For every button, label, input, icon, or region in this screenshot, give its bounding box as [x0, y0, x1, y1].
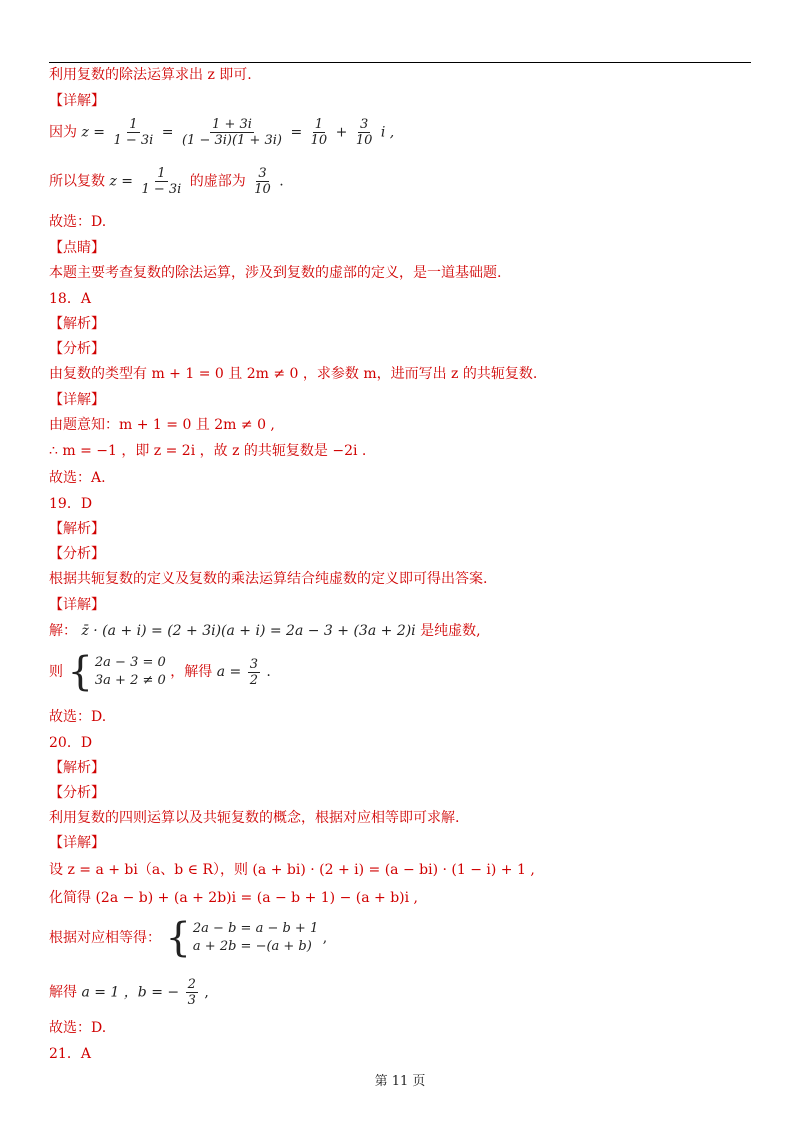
math-op: = [161, 124, 174, 141]
math-expression: z̄ · (a + i) = (2 + 3i)(a + i) = 2a − 3 + (3a + 2)i [81, 623, 416, 639]
fraction: $\frac{3}{10}$ [254, 166, 271, 197]
fraction: $\frac{2}{3}$ [187, 977, 196, 1008]
fraction: $\frac{1}{1 - 3i}$ [113, 117, 154, 148]
text-line: 利用复数的四则运算以及共轭复数的概念，根据对应相等即可求解. [49, 810, 460, 826]
system-row: a + 2b = −(a + b) [192, 939, 312, 954]
question-number: 19．D [49, 496, 93, 512]
math-var: a = 1 [81, 984, 120, 1001]
equation-system [165, 915, 319, 961]
question-number: 18．A [49, 291, 91, 307]
math-op: = [290, 124, 303, 141]
question-number: 20．D [49, 735, 93, 751]
section-label: 【解析】 [49, 316, 105, 332]
math-op: + [335, 124, 348, 141]
text-line: 化简得 (2a − b) + (a + 2b)i = (a − b + 1) − (a + b)i , [49, 890, 419, 906]
text-prefix: 根据对应相等得： [49, 930, 161, 946]
text-tail: , [204, 984, 209, 1001]
equation-line [49, 117, 394, 148]
header-rule [49, 62, 751, 63]
text-prefix: 因为 [49, 124, 77, 141]
system-row: 3a + 2 ≠ 0 [94, 673, 166, 688]
equation-line [49, 977, 209, 1008]
page-footer: 第 11 页 [374, 1074, 426, 1089]
fraction: $\frac{1 + 3i}{(1 - 3i)(1 + 3i)}$ [181, 117, 282, 148]
text-tail: . [266, 664, 271, 680]
equation-line [49, 166, 284, 197]
brace-icon: { [67, 649, 93, 695]
section-label: 【解析】 [49, 521, 105, 537]
equation-system [67, 649, 166, 695]
answer-line: 故选：D. [49, 709, 107, 725]
text-mid: 的虚部为 [189, 173, 246, 190]
equation-line [49, 622, 481, 640]
text-tail: 是纯虚数, [420, 623, 481, 639]
text-prefix: 解得 [49, 984, 77, 1001]
answer-line: 故选：A. [49, 470, 106, 486]
math-var: z = [109, 173, 134, 190]
text-line: ∴ m = −1 ，即 z = 2i ，故 z 的共轭复数是 −2i . [49, 443, 367, 459]
text-line: 利用复数的除法运算求出 z 即可. [49, 67, 252, 83]
text-tail: , [322, 930, 328, 946]
math-tail: i , [380, 124, 395, 141]
text-line: 根据共轭复数的定义及复数的乘法运算结合纯虚数的定义即可得出答案. [49, 571, 488, 587]
section-label: 【分析】 [49, 785, 105, 801]
math-var: ，b = − [123, 984, 180, 1001]
section-label: 【分析】 [49, 546, 105, 562]
fraction: $\frac{1}{1 - 3i}$ [141, 166, 182, 197]
equation-line [49, 649, 271, 695]
text-prefix: 解： [49, 623, 77, 639]
text-line: 由题意知：m + 1 = 0 且 2m ≠ 0 , [49, 417, 275, 433]
system-row: 2a − b = a − b + 1 [192, 921, 319, 936]
text-prefix: 则 [49, 664, 63, 680]
brace-icon: { [165, 915, 191, 961]
fraction: $\frac{3}{10}$ [355, 117, 373, 148]
question-number: 21．A [49, 1046, 91, 1062]
fraction: $\frac{1}{10}$ [310, 117, 328, 148]
section-label: 【详解】 [49, 597, 105, 613]
section-label: 【详解】 [49, 392, 105, 408]
section-label: 【详解】 [49, 835, 105, 851]
text-line: 设 z = a + bi（a、b ∈ R），则 (a + bi) · (2 + i) = (a − bi) · (1 − i) + 1 , [49, 862, 535, 878]
section-label: 【详解】 [49, 93, 105, 109]
equation-line [49, 915, 328, 961]
text-line: 本题主要考查复数的除法运算，涉及到复数的虚部的定义，是一道基础题. [49, 265, 502, 281]
math-var: z = [81, 124, 106, 141]
text-line: 由复数的类型有 m + 1 = 0 且 2m ≠ 0 ，求参数 m，进而写出 z 的共轭复数. [49, 366, 538, 382]
answer-line: 故选：D. [49, 214, 107, 230]
system-row: 2a − 3 = 0 [94, 655, 166, 670]
answer-line: 故选：D. [49, 1020, 107, 1036]
section-label: 【分析】 [49, 341, 105, 357]
text-mid: ，解得 [170, 664, 213, 680]
math-var: a = [216, 664, 242, 680]
text-prefix: 所以复数 [49, 173, 105, 190]
section-label: 【解析】 [49, 760, 105, 776]
section-label: 【点睛】 [49, 240, 105, 256]
text-tail: . [279, 173, 284, 190]
fraction: $\frac{3}{2}$ [249, 656, 258, 688]
